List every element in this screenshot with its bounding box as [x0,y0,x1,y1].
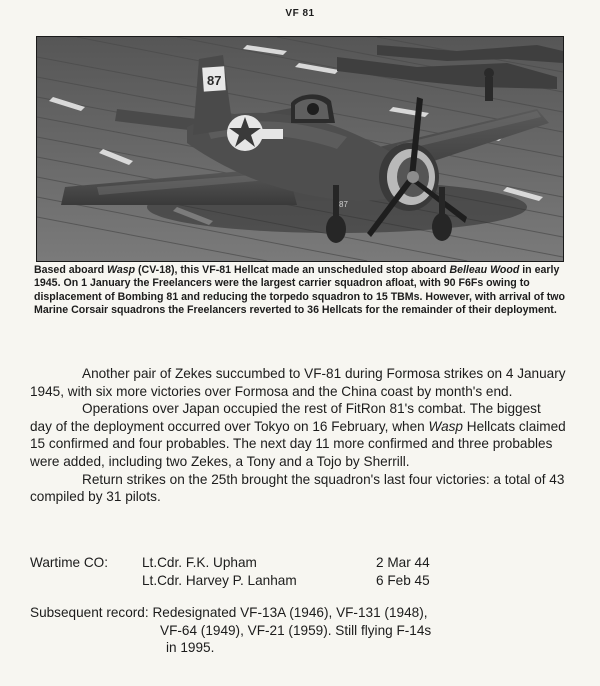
paragraph-text: Hellcats claimed 15 confirmed and four probables. The next day 11 more confirmed and three probables were added, including two Zekes, a Tony and a Tojo by Sherrill. [30,418,566,469]
caption-ship-belleau-wood: Belleau Wood [449,264,520,276]
record-line-3: in 1995. [166,640,215,656]
cowl-number: 87 [339,200,348,209]
ship-name-wasp: Wasp [428,418,463,434]
co-date: 2 Mar 44 [376,555,430,570]
caption-text: in early 1945. On 1 January the Freelancers were the largest carrier squadron afloat, with 90 F6Fs owing to displacement of Bombing 81 and reducing the torpedo squadron to 15 TBMs. However, with arrival of two Marine Corsair squadrons the Freelancers reverted to 36 Hellcats for the remainder of their deployment. [34,264,565,317]
co-row [30,554,570,572]
running-head: VF 81 [285,8,315,19]
paragraph-japan [30,400,566,470]
wartime-co-label: Wartime CO: [30,555,109,570]
caption-ship-wasp: Wasp [107,264,136,276]
wartime-co-block [30,554,570,590]
co-row [30,572,570,590]
paragraph-formosa: Another pair of Zekes succumbed to VF-81 during Formosa strikes on 4 January 1945, with six more victories over Formosa and the China coast by month's end. [30,366,566,399]
caption-text: (CV-18), this VF-81 Hellcat made an unscheduled stop aboard [135,264,450,276]
photo-caption [34,264,568,318]
co-date: 6 Feb 45 [376,573,430,588]
caption-text: Based aboard [34,264,108,276]
paragraph-text: Operations over Japan occupied the rest of FitRon 81's combat. The biggest day of the deployment occurred over Tokyo on 16 February, when [30,401,541,434]
subsequent-record-label: Subsequent record: [30,605,149,620]
record-line-2: VF-64 (1949), VF-21 (1959). Still flying F-14s [160,622,432,638]
co-name: Lt.Cdr. Harvey P. Lanham [142,573,297,588]
subsequent-record [30,604,570,657]
hellcat-photo-image [37,37,563,261]
record-line-1 [30,604,570,622]
paragraph-return-strikes: Return strikes on the 25th brought the squadron's last four victories: a total of 43 compiled by 31 pilots. [30,471,565,505]
co-label-spacer [30,572,142,590]
hellcat-photo [36,36,564,262]
body-text [30,365,566,506]
co-name: Lt.Cdr. F.K. Upham [142,555,257,570]
record-text: Redesignated VF-13A (1946), VF-131 (1948), [152,605,428,620]
fin-number: 87 [207,73,222,88]
